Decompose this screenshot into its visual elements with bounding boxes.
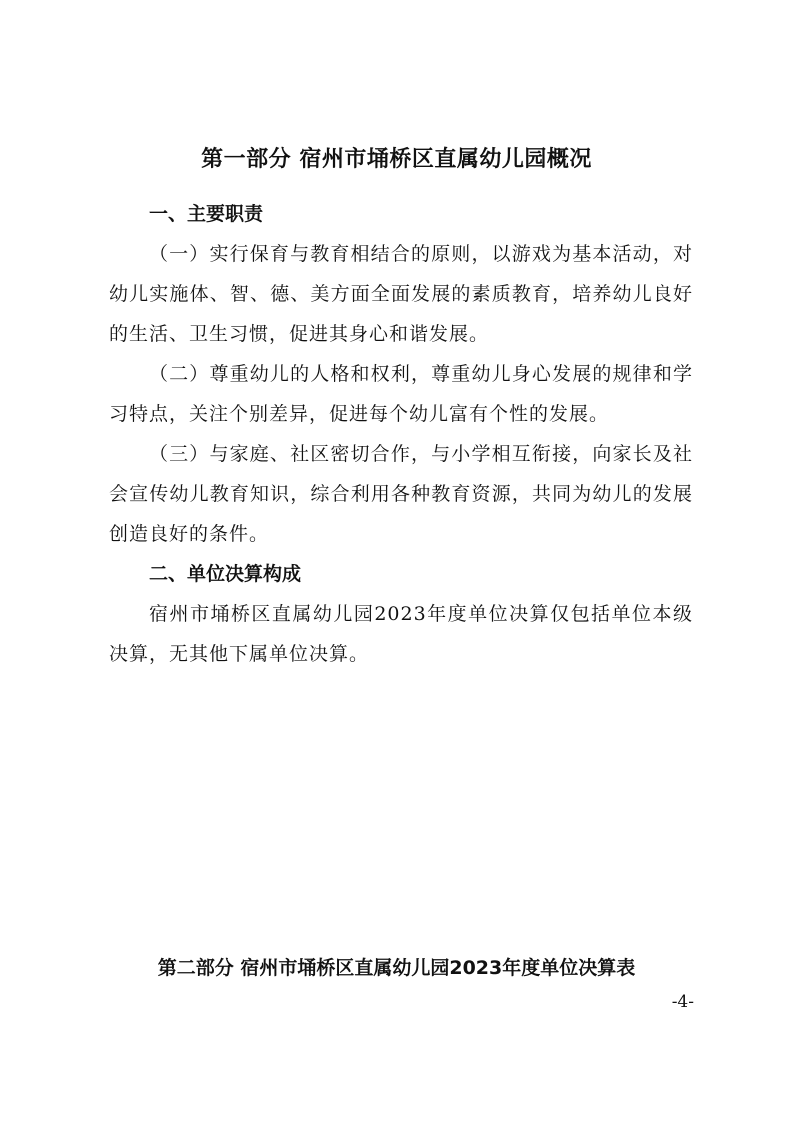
section-main-duties bbox=[109, 194, 693, 554]
document-body bbox=[109, 194, 693, 674]
part2-title: 第二部分 宿州市埇桥区直属幼儿园2023年度单位决算表 bbox=[157, 957, 636, 979]
duty-paragraph-2: （二）尊重幼儿的人格和权利，尊重幼儿身心发展的规律和学习特点，关注个别差异，促进每个幼儿富有个性的发展。 bbox=[109, 363, 693, 425]
section-heading-composition: 二、单位决算构成 bbox=[149, 563, 302, 585]
duty-paragraph-1: （一）实行保育与教育相结合的原则，以游戏为基本活动，对幼儿实施体、智、德、美方面全面发展的素质教育，培养幼儿良好的生活、卫生习惯，促进其身心和谐发展。 bbox=[109, 243, 693, 345]
duty-paragraph-3: （三）与家庭、社区密切合作，与小学相互衔接，向家长及社会宣传幼儿教育知识，综合利用各种教育资源，共同为幼儿的发展创造良好的条件。 bbox=[109, 443, 693, 545]
part1-title: 第一部分 宿州市埇桥区直属幼儿园概况 bbox=[201, 147, 592, 172]
page-number: -4- bbox=[671, 992, 694, 1012]
composition-paragraph: 宿州市埇桥区直属幼儿园2023年度单位决算仅包括单位本级决算，无其他下属单位决算。 bbox=[109, 603, 693, 665]
section-heading-duties: 一、主要职责 bbox=[149, 203, 264, 225]
section-budget-composition bbox=[109, 554, 693, 674]
